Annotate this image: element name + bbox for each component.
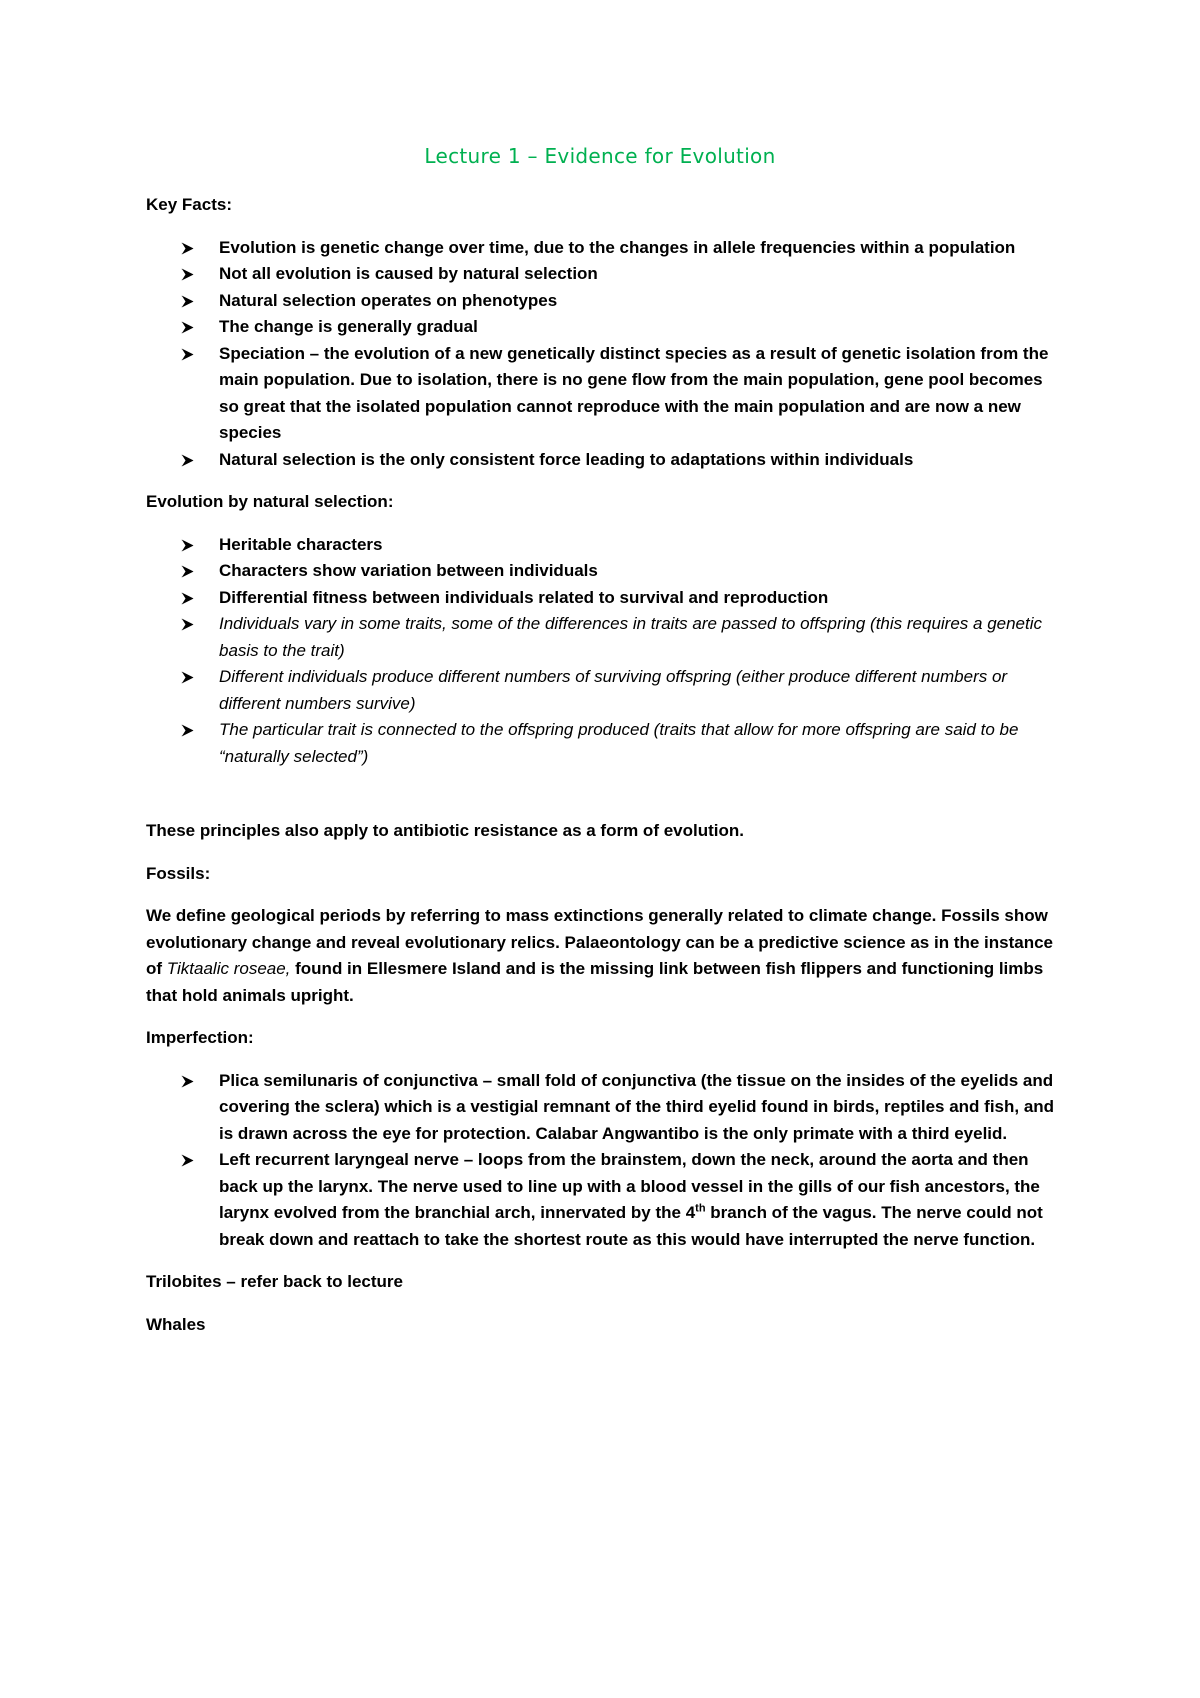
arrowhead-bullet-icon — [181, 314, 197, 334]
list-item-text: Individuals vary in some traits, some of the differences in traits are passed to offspring (this requires a genetic basis to the trait) — [219, 614, 1043, 660]
list-item — [146, 341, 1066, 447]
list-item-text: Natural selection operates on phenotypes — [219, 290, 558, 310]
arrowhead-bullet-icon — [181, 447, 197, 467]
species-name: Tiktaalic roseae, — [166, 959, 291, 978]
list-item — [146, 1147, 1066, 1253]
arrowhead-bullet-icon — [181, 558, 197, 578]
list-item — [146, 1068, 1066, 1148]
arrowhead-bullet-icon — [181, 717, 197, 737]
list-item-text-before: Left recurrent laryngeal nerve – loops from the brainstem, down the neck, around the aorta and then back up the larynx. The nerve used to line up with a blood vessel in the gills of our fish ancestors, the larynx evolved from the branchial arch, innervated by the 4 — [219, 1150, 1040, 1222]
list-item — [146, 585, 1066, 612]
imperfection-list — [146, 1068, 1066, 1254]
list-item — [146, 235, 1066, 262]
fossils-text-after: found in Ellesmere Island and is the missing link between fish flippers and functioning limbs that hold animals upright. — [146, 959, 1044, 1005]
arrowhead-bullet-icon — [181, 664, 197, 684]
natural-selection-heading: Evolution by natural selection: — [146, 492, 394, 511]
list-item-text: Different individuals produce different numbers of surviving offspring (either produce different numbers or different numbers survive) — [219, 667, 1008, 713]
arrowhead-bullet-icon — [181, 261, 197, 281]
list-item-text: The particular trait is connected to the offspring produced (traits that allow for more offspring are said to be “naturally selected”) — [219, 720, 1019, 766]
fossils-paragraph — [146, 903, 1066, 1009]
list-item — [146, 611, 1066, 664]
arrowhead-bullet-icon — [181, 1147, 197, 1167]
natural-selection-list — [146, 532, 1066, 771]
list-item — [146, 447, 1066, 474]
fossils-text-before: We define geological periods by referring to mass extinctions generally related to climate change. Fossils show evolutionary change and reveal evolutionary relics. Palaeontology can be a predictive science as in the instance of — [146, 906, 1054, 978]
document-title: Lecture 1 – Evidence for Evolution — [424, 144, 776, 168]
arrowhead-bullet-icon — [181, 611, 197, 631]
arrowhead-bullet-icon — [181, 1068, 197, 1088]
whales-line: Whales — [146, 1314, 206, 1334]
list-item-text-after: branch of the vagus. The nerve could not break down and reattach to take the shortest route as this would have interrupted the nerve function. — [219, 1203, 1043, 1249]
spacer — [146, 786, 1066, 818]
key-facts-list — [146, 235, 1066, 474]
list-item-text: The change is generally gradual — [219, 317, 478, 336]
list-item-text: Characters show variation between individuals — [219, 561, 598, 580]
list-item — [146, 532, 1066, 559]
list-item-text: Differential fitness between individuals related to survival and reproduction — [219, 587, 829, 607]
list-item-text: Evolution is genetic change over time, due to the changes in allele frequencies within a population — [219, 237, 1016, 257]
arrowhead-bullet-icon — [181, 532, 197, 552]
list-item — [146, 288, 1066, 315]
arrowhead-bullet-icon — [181, 288, 197, 308]
list-item — [146, 558, 1066, 585]
arrowhead-bullet-icon — [181, 585, 197, 605]
arrowhead-bullet-icon — [181, 341, 197, 361]
document-body — [146, 192, 1066, 1354]
list-item — [146, 314, 1066, 341]
list-item-text: Heritable characters — [219, 534, 383, 554]
list-item — [146, 664, 1066, 717]
list-item — [146, 717, 1066, 770]
list-item — [146, 261, 1066, 288]
imperfection-heading: Imperfection: — [146, 1028, 254, 1047]
key-facts-heading: Key Facts: — [146, 195, 232, 214]
list-item-text: Speciation – the evolution of a new genetically distinct species as a result of genetic isolation from the main population. Due to isolation, there is no gene flow from the main population, gene pool becomes so great that the isolated population cannot reproduce with the main population and are now a new species — [219, 343, 1049, 442]
antibiotic-note: These principles also apply to antibiotic resistance as a form of evolution. — [146, 821, 744, 840]
superscript: th — [695, 1202, 706, 1215]
trilobites-line: Trilobites – refer back to lecture — [146, 1272, 403, 1291]
arrowhead-bullet-icon — [181, 235, 197, 255]
list-item-text: Not all evolution is caused by natural selection — [219, 264, 598, 283]
list-item-text: Plica semilunaris of conjunctiva – small fold of conjunctiva (the tissue on the insides of the eyelids and covering the sclera) which is a vestigial remnant of the third eyelid found in birds, reptiles and fish, and is drawn across the eye for protection. Calabar Angwantibo is the only primate with a third eyelid. — [219, 1070, 1055, 1143]
fossils-heading: Fossils: — [146, 863, 211, 883]
list-item-text: Natural selection is the only consistent force leading to adaptations within individuals — [219, 449, 914, 469]
